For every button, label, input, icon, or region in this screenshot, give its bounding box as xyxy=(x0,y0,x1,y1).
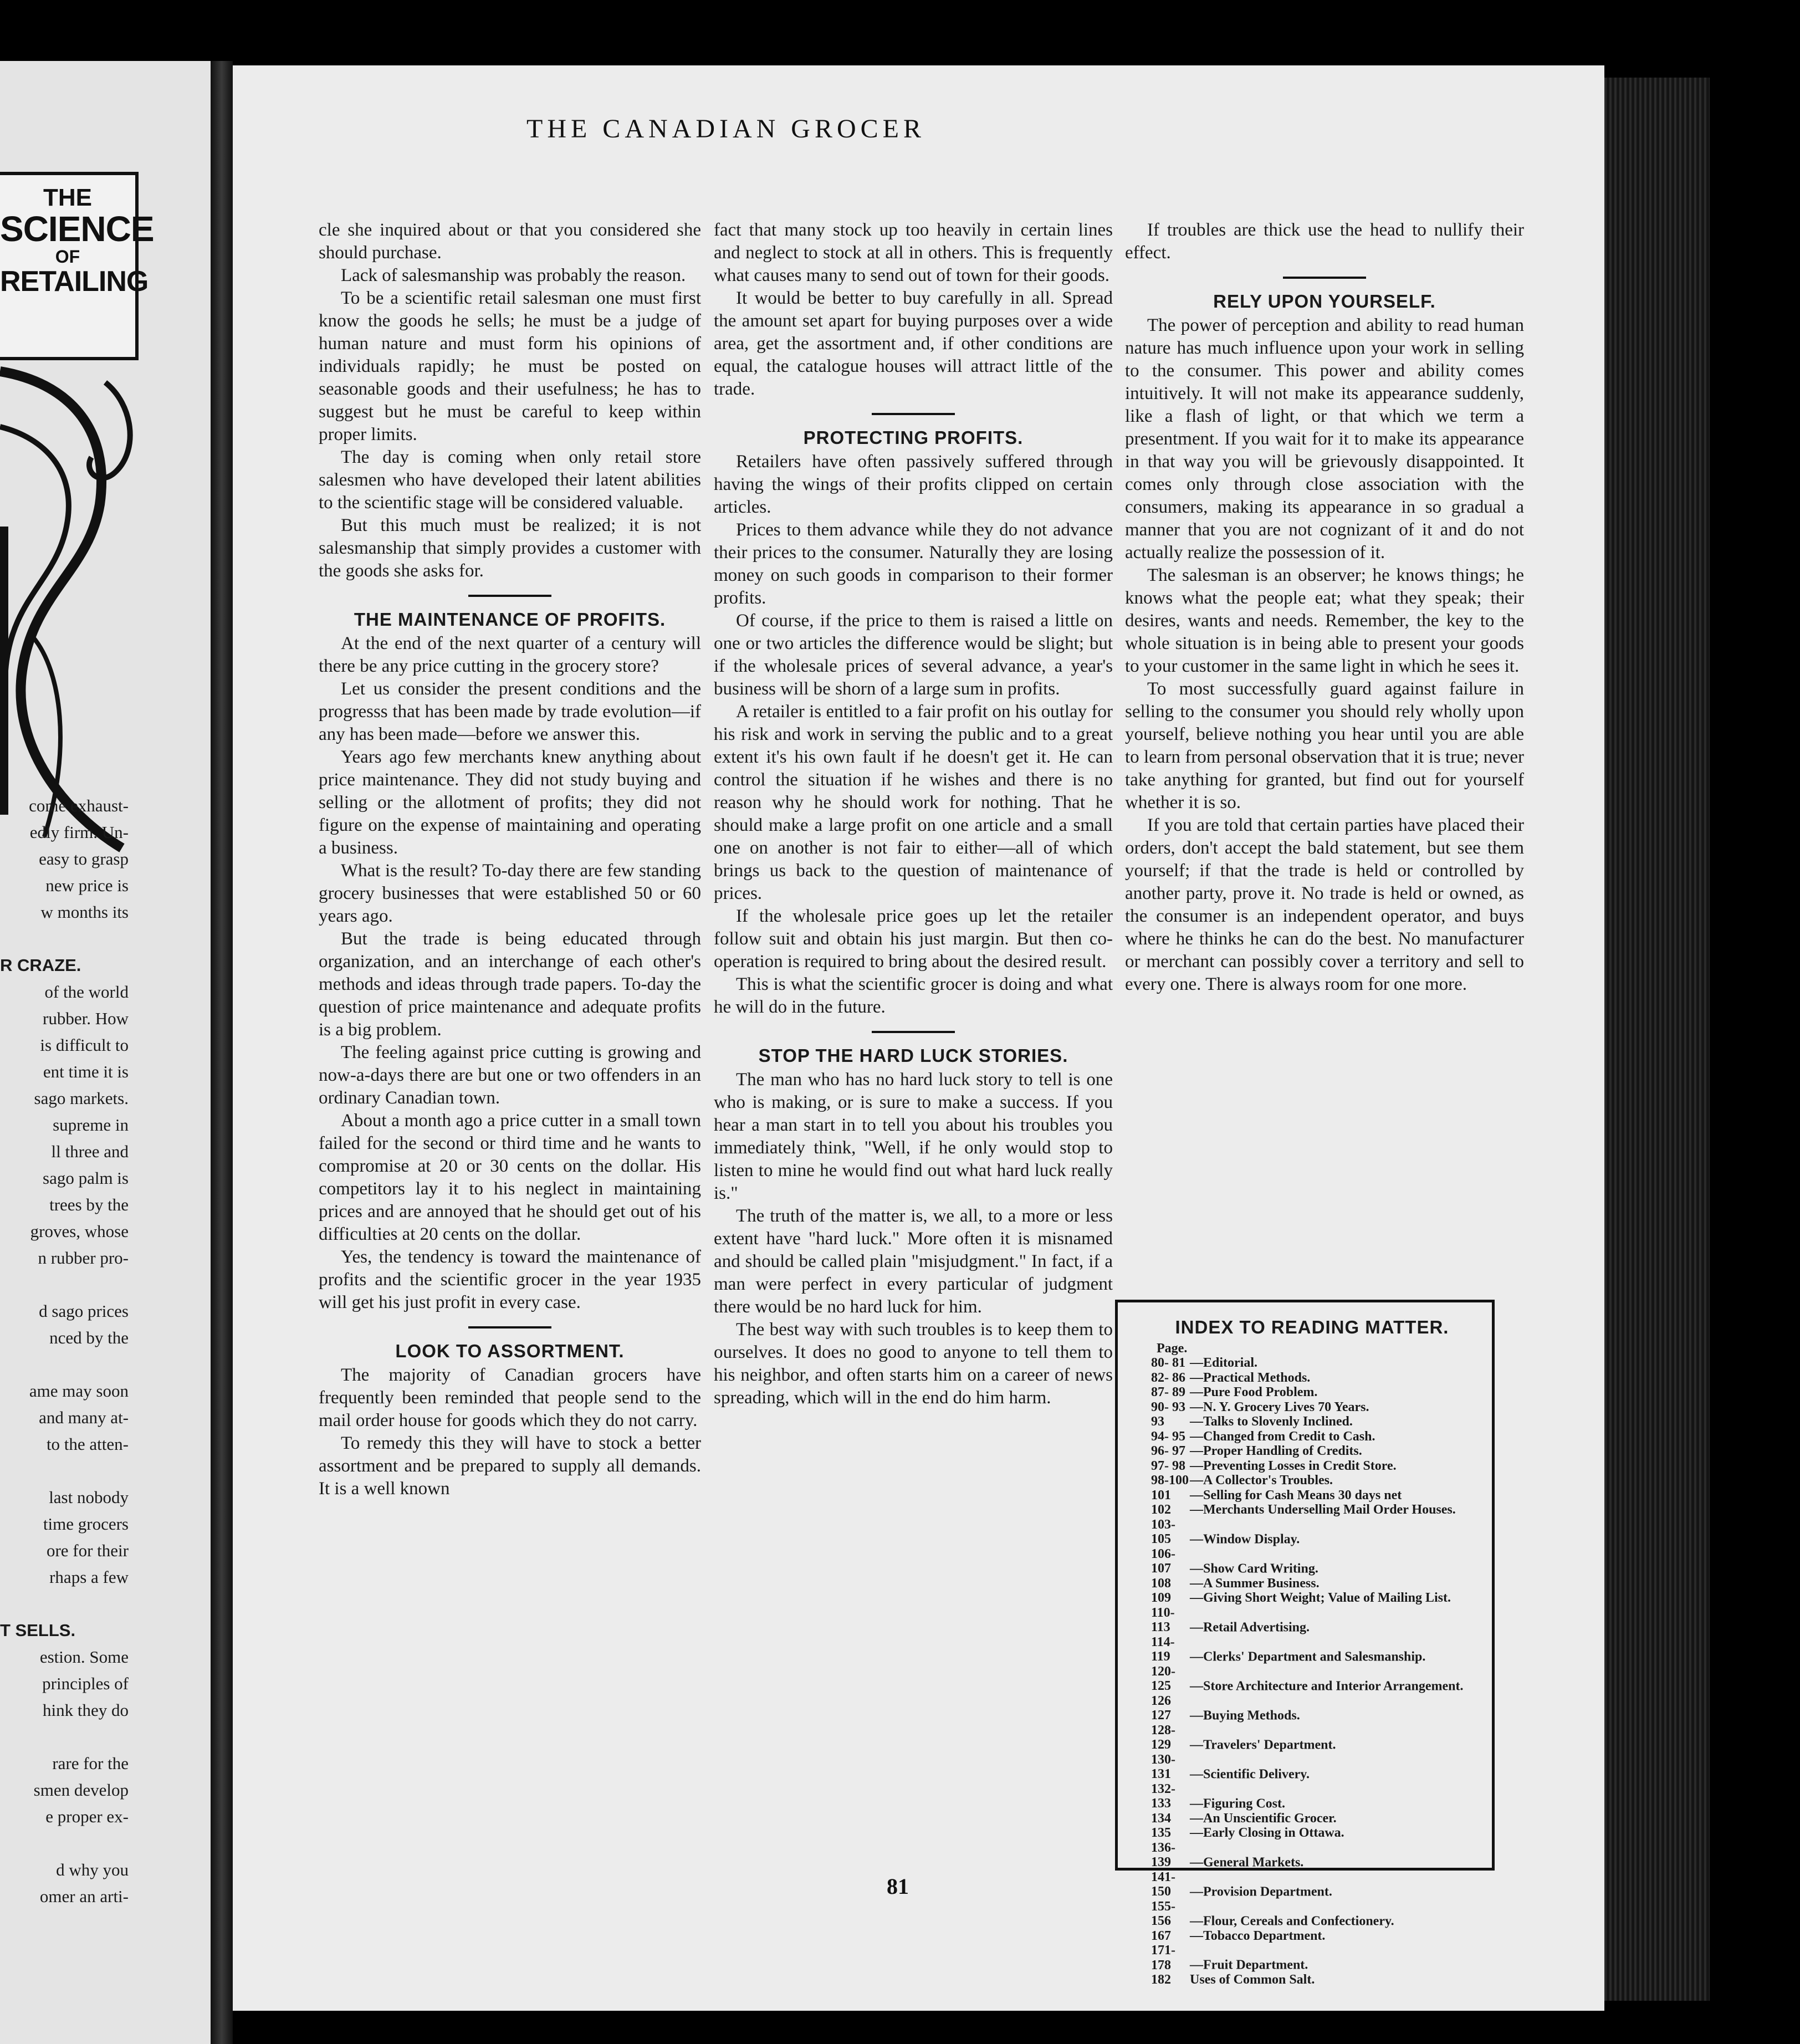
index-entry-title: —An Unscientific Grocer. xyxy=(1190,1811,1337,1826)
column-2 xyxy=(714,219,1113,1409)
index-entry-title: —Editorial. xyxy=(1190,1356,1258,1370)
index-entry-page: 82- 86 xyxy=(1151,1370,1185,1385)
paragraph: This is what the scientific grocer is doing and what he will do in the future. xyxy=(714,974,1113,1017)
paragraph: Lack of salesmanship was probably the reason. xyxy=(341,265,686,285)
paragraph: To most successfully guard against failure in selling to the consumer you should rely wholly upon yourself, believe nothing you hear until you are able to learn from personal observation that it is true; never take anything for granted, but find out for yourself whether it is so. xyxy=(1125,679,1524,813)
paragraph: If the wholesale price goes up let the retailer follow suit and obtain his just margin. But then co-operation is required to bring about the desired result. xyxy=(714,906,1113,972)
index-entry-page: 134 xyxy=(1151,1811,1171,1826)
index-entry-page: 96- 97 xyxy=(1151,1444,1185,1458)
index-entry-page: 155-156 xyxy=(1151,1899,1175,1928)
paragraph: The majority of Canadian grocers have frequently been reminded that people send to the mail order house for goods which they do not carry. xyxy=(319,1365,701,1430)
left-page-line: n rubber pro- xyxy=(38,1248,129,1268)
left-page-line: edly firm. Un- xyxy=(29,822,129,842)
paragraph: The power of perception and ability to read human nature has much influence upon your work in selling to the consumer. This power and ability comes intuitively. It will not make its appearance suddenly, like a flash of light, or that which we term a presentment. If you wait for it to make its appearance in that way you will be grievously disappointed. It comes only through close association with the consumers, making its appearance in so gradual a manner that you are not cognizant of it and do not actually realize the possession of it. xyxy=(1125,315,1524,563)
paragraph: The man who has no hard luck story to tell is one who is making, or is sure to make a success. If you hear a man start in to tell you about his troubles you immediately think, "Well, if he only would stop to listen to mine he would find out what hard luck really is." xyxy=(714,1070,1113,1203)
left-page-line: sago markets. xyxy=(34,1089,129,1108)
paragraph: A retailer is entitled to a fair profit on his outlay for his risk and work in serving the public and to a great extent it's his own fault if he doesn't get it. He can control the situation if he wishes and there is no reason why he should work for nothing. That he should make a large profit on one article and a small one on another is not fair to either—all of which brings us back to the question of maintenance of prices. xyxy=(714,702,1113,903)
left-heading-sells: T SELLS. xyxy=(0,1621,76,1640)
left-page-line: time grocers xyxy=(43,1514,129,1534)
index-entry xyxy=(1151,1488,1473,1503)
divider xyxy=(468,595,551,597)
index-entry xyxy=(1151,1473,1473,1488)
page-title: THE CANADIAN GROCER xyxy=(526,114,925,144)
heading-maintenance-of-profits: THE MAINTENANCE OF PROFITS. xyxy=(354,609,666,630)
index-entry-page: 97- 98 xyxy=(1151,1458,1185,1473)
index-entry-title: —Flour, Cereals and Confectionery. xyxy=(1190,1914,1394,1928)
heading-stop-hard-luck-stories: STOP THE HARD LUCK STORIES. xyxy=(758,1045,1068,1066)
index-entry-title: —Show Card Writing. xyxy=(1190,1561,1318,1576)
left-page-line: last nobody xyxy=(49,1488,129,1507)
index-entry-page: 110-113 xyxy=(1151,1605,1175,1634)
index-entry-page: 120-125 xyxy=(1151,1664,1175,1693)
index-entry-title: —Store Architecture and Interior Arrangement. xyxy=(1190,1679,1464,1693)
index-entry-title: —Talks to Slovenly Inclined. xyxy=(1190,1414,1353,1429)
index-entry xyxy=(1151,1664,1473,1694)
logo-of: OF xyxy=(55,247,80,267)
left-page xyxy=(0,61,211,2044)
left-page-line: easy to grasp xyxy=(39,849,129,868)
index-entry-page: 87- 89 xyxy=(1151,1385,1185,1399)
index-entry-title: —Pure Food Problem. xyxy=(1190,1385,1318,1399)
left-page-line: e proper ex- xyxy=(45,1807,129,1826)
paragraph: At the end of the next quarter of a century will there be any price cutting in the grocery store? xyxy=(319,633,701,676)
index-entry-title: —Buying Methods. xyxy=(1190,1708,1300,1723)
index-entry-page: 94- 95 xyxy=(1151,1429,1185,1444)
paragraph: But the trade is being educated through organization, and an interchange of each other's methods and ideas through trade papers. To-day the question of price maintenance and adequate profits is a big problem. xyxy=(319,929,701,1040)
index-entry xyxy=(1151,1723,1473,1752)
divider xyxy=(1283,277,1366,279)
index-entry-page: 108 xyxy=(1151,1576,1171,1591)
index-entry-title: —A Collector's Troubles. xyxy=(1190,1473,1333,1488)
index-entry xyxy=(1151,1503,1473,1517)
page-edges xyxy=(1604,78,1710,2001)
index-entry-page: 130-131 xyxy=(1151,1752,1175,1781)
heading-rely-upon-yourself: RELY UPON YOURSELF. xyxy=(1213,291,1436,311)
index-entry-title: —Preventing Losses in Credit Store. xyxy=(1190,1458,1397,1473)
index-entry-page: 80- 81 xyxy=(1151,1356,1185,1370)
index-entry-page: 109 xyxy=(1151,1591,1171,1605)
index-entry-title: —Window Display. xyxy=(1190,1532,1300,1546)
index-entry-title: —A Summer Business. xyxy=(1190,1576,1320,1591)
index-entry-title: —Travelers' Department. xyxy=(1190,1738,1336,1752)
index-entry-page: 171-178 xyxy=(1151,1943,1175,1973)
paragraph: To be a scientific retail salesman one must first know the goods he sells; he must be a judge of human nature and must form his opinions of individuals rapidly; he must be posted on seasonable goods and their usefulness; he has to suggest but he must be careful to keep within proper limits. xyxy=(319,288,701,444)
paragraph: About a month ago a price cutter in a small town failed for the second or third time and he wants to compromise at 20 or 30 cents on the dollar. His competitors lay it to his neglect in maintaining prices and are annoyed that he should get out of his difficulties at 20 cents on the dollar. xyxy=(319,1111,701,1244)
index-entry xyxy=(1151,1591,1473,1606)
index-entry-title: —Provision Department. xyxy=(1190,1884,1332,1899)
paragraph: cle she inquired about or that you considered she should purchase. xyxy=(319,220,701,263)
left-page-line: supreme in xyxy=(53,1115,129,1135)
left-page-line: d sago prices xyxy=(39,1301,129,1321)
left-page-line: trees by the xyxy=(49,1195,129,1214)
index-entry xyxy=(1151,1576,1473,1591)
left-page-line: d why you xyxy=(56,1860,129,1879)
index-entry-title: —Fruit Department. xyxy=(1190,1958,1308,1973)
left-page-line: rhaps a few xyxy=(49,1567,129,1587)
index-entry-page: 98-100 xyxy=(1151,1473,1189,1488)
index-entry-title: —Selling for Cash Means 30 days net xyxy=(1190,1488,1402,1503)
paragraph: The day is coming when only retail store salesmen who have developed their latent abilities to the scientific stage will be considered valuable. xyxy=(319,447,701,513)
logo-retailing: RETAILING xyxy=(0,265,149,298)
index-entry-page: 128-129 xyxy=(1151,1723,1175,1752)
index-entry xyxy=(1151,1929,1473,1944)
paragraph: fact that many stock up too heavily in certain lines and neglect to stock at all in others. This is frequently what causes many to send out of town for their goods. xyxy=(714,220,1113,285)
left-page-line: smen develop xyxy=(33,1780,129,1800)
index-title: INDEX TO READING MATTER. xyxy=(1175,1317,1449,1337)
index-entry xyxy=(1151,1429,1473,1444)
index-entry xyxy=(1151,1943,1473,1973)
logo-science: SCIENCE xyxy=(0,209,154,249)
paragraph: Retailers have often passively suffered through having the wings of their profits clipped on certain articles. xyxy=(714,452,1113,517)
index-entry-page: 101 xyxy=(1151,1488,1171,1503)
paragraph: The best way with such troubles is to keep them to ourselves. It does no good to anyone to tell them to his neighbor, and often starts him on a career of news spreading, which will in the end do him harm. xyxy=(714,1320,1113,1408)
heading-protecting-profits: PROTECTING PROFITS. xyxy=(803,427,1024,448)
column-1 xyxy=(319,219,701,1500)
index-entry-title: —N. Y. Grocery Lives 70 Years. xyxy=(1190,1399,1369,1414)
paragraph: What is the result? To-day there are few standing grocery businesses that were established 50 or 60 years ago. xyxy=(319,861,701,926)
left-page-line: nced by the xyxy=(49,1328,129,1347)
left-page-line: to the atten- xyxy=(46,1434,129,1454)
left-page-line: come exhaust- xyxy=(29,796,129,815)
index-entry-page: 182 xyxy=(1151,1973,1171,1987)
index-entry-page: 114-119 xyxy=(1151,1634,1175,1664)
left-page-line: omer an arti- xyxy=(39,1887,129,1906)
index-entry xyxy=(1151,1782,1473,1811)
left-page-line: of the world xyxy=(44,982,129,1001)
paragraph: It would be better to buy carefully in all. Spread the amount set apart for buying purposes over a wide area, get the assortment and, if other conditions are equal, the catalogue houses will attract little of the trade. xyxy=(714,288,1113,399)
logo-the: THE xyxy=(43,184,92,211)
index-page-label: Page. xyxy=(1157,1341,1188,1356)
index-entry-title: —Proper Handling of Credits. xyxy=(1190,1444,1362,1458)
index-entry-title: —Scientific Delivery. xyxy=(1190,1767,1310,1781)
paragraph: But this much must be realized; it is not salesmanship that simply provides a customer with the goods she asks for. xyxy=(319,515,701,581)
page-number: 81 xyxy=(887,1874,909,1899)
index-to-reading-matter xyxy=(1115,1300,1495,1987)
index-entry-page: 93 xyxy=(1151,1414,1164,1429)
index-entry xyxy=(1151,1811,1473,1826)
index-entry xyxy=(1151,1517,1473,1547)
science-of-retailing-logo xyxy=(0,172,154,360)
index-entry xyxy=(1151,1606,1473,1635)
left-heading-craze: R CRAZE. xyxy=(0,955,81,975)
index-entry xyxy=(1151,1371,1473,1386)
index-entry xyxy=(1151,1385,1473,1400)
index-entry xyxy=(1151,1694,1473,1723)
index-entry-page: 106-107 xyxy=(1151,1546,1175,1576)
left-page-line: hink they do xyxy=(43,1700,129,1720)
binding-gutter xyxy=(211,61,233,2044)
index-entry-page: 103-105 xyxy=(1151,1517,1175,1546)
paragraph: If troubles are thick use the head to nullify their effect. xyxy=(1125,220,1524,263)
paragraph: Years ago few merchants knew anything about price maintenance. They did not study buying and selling or the allotment of profits; they did not figure on the expense of maintaining and operating a business. xyxy=(319,747,701,858)
index-entry-page: 135 xyxy=(1151,1826,1171,1840)
paragraph: Of course, if the price to them is raised a little on one or two articles the difference would be slight; but if the wholesale prices of several advance, a year's business will be shorn of a large sum in profits. xyxy=(714,611,1113,699)
index-list xyxy=(1151,1356,1473,1987)
index-entry xyxy=(1151,1752,1473,1782)
left-page-line: rubber. How xyxy=(43,1009,129,1028)
paragraph: Prices to them advance while they do not advance their prices to the consumer. Naturally they are losing money on such goods in comparison to their former profits. xyxy=(714,520,1113,608)
index-entry-title: —General Markets. xyxy=(1190,1855,1304,1869)
index-entry-title: —Changed from Credit to Cash. xyxy=(1190,1429,1375,1444)
index-entry-title: —Clerks' Department and Salesmanship. xyxy=(1190,1649,1426,1664)
left-page-line: and many at- xyxy=(39,1408,129,1427)
left-page-line: ame may soon xyxy=(29,1381,129,1401)
paragraph: Yes, the tendency is toward the maintenance of profits and the scientific grocer in the year 1935 will get his just profit in every case. xyxy=(319,1247,701,1312)
index-entry-title: —Figuring Cost. xyxy=(1190,1796,1286,1811)
divider xyxy=(468,1326,551,1328)
paragraph: The feeling against price cutting is growing and now-a-days there are but one or two offenders in an ordinary Canadian town. xyxy=(319,1043,701,1108)
index-entry-title: —Giving Short Weight; Value of Mailing List. xyxy=(1190,1591,1451,1605)
index-entry-page: 167 xyxy=(1151,1928,1171,1943)
column-3 xyxy=(1125,219,1524,996)
index-entry xyxy=(1151,1635,1473,1664)
art-nouveau-ornament-icon xyxy=(0,360,144,859)
left-page-line: estion. Some xyxy=(39,1647,129,1667)
index-entry xyxy=(1151,1444,1473,1459)
index-entry xyxy=(1151,1414,1473,1429)
index-entry xyxy=(1151,1899,1473,1929)
index-entry xyxy=(1151,1973,1473,1987)
index-entry xyxy=(1151,1459,1473,1474)
index-entry-title: —Tobacco Department. xyxy=(1190,1928,1326,1943)
index-entry xyxy=(1151,1870,1473,1899)
left-page-line: groves, whose xyxy=(30,1222,129,1241)
paragraph: The salesman is an observer; he knows things; he knows what the people eat; what they speak; their desires, wants and needs. Remember, the key to the whole situation is in being able to present your goods to your customer in the same light in which he sees it. xyxy=(1125,565,1524,676)
paragraph: If you are told that certain parties have placed their orders, don't accept the bald statement, but see them yourself; if that the trade is held or controlled by another party, prove it. No trade is held or owned, as the consumer is an independent operator, and buys where he thinks he can do the best. No manufacturer or merchant can possibly cover a territory and sell to every one. There is always room for one more. xyxy=(1125,815,1524,994)
left-page-line: new price is xyxy=(45,876,129,895)
index-entry-page: 102 xyxy=(1151,1503,1171,1517)
left-page-line: ent time it is xyxy=(43,1062,129,1081)
index-entry-title: —Practical Methods. xyxy=(1190,1370,1311,1385)
index-entry-page: 126 127 xyxy=(1151,1693,1171,1723)
divider xyxy=(872,1031,955,1033)
left-page-line: sago palm is xyxy=(43,1168,129,1188)
paragraph: The truth of the matter is, we all, to a more or less extent have "hard luck." More often it is misnamed and should be called plain "misjudgment." In fact, if a man were perfect in every particular of judgment there would be no hard luck for him. xyxy=(714,1206,1113,1317)
left-page-line: ore for their xyxy=(46,1541,129,1560)
left-page-line: principles of xyxy=(42,1674,129,1693)
heading-look-to-assortment: LOOK TO ASSORTMENT. xyxy=(395,1341,625,1361)
index-entry xyxy=(1151,1400,1473,1415)
index-entry-page: 141-150 xyxy=(1151,1869,1175,1899)
left-page-line: w months its xyxy=(40,902,129,922)
divider xyxy=(872,413,955,415)
paragraph: To remedy this they will have to stock a better assortment and be prepared to supply all demands. It is a well known xyxy=(319,1433,701,1499)
index-entry-page: 90- 93 xyxy=(1151,1399,1185,1414)
index-entry-title: —Retail Advertising. xyxy=(1190,1620,1310,1634)
paragraph: Let us consider the present conditions and the progresss that has been made by trade evolution—if any has been made—before we answer this. xyxy=(319,679,701,744)
left-page-text xyxy=(0,793,129,1910)
left-page-line: ll three and xyxy=(51,1142,129,1161)
left-page-line: is difficult to xyxy=(40,1035,129,1055)
index-entry xyxy=(1151,1841,1473,1870)
index-entry xyxy=(1151,1356,1473,1371)
index-entry-page: 136-139 xyxy=(1151,1840,1175,1869)
index-entry-title: Uses of Common Salt. xyxy=(1190,1973,1315,1987)
index-entry xyxy=(1151,1826,1473,1841)
index-entry-title: —Merchants Underselling Mail Order Houses. xyxy=(1190,1503,1456,1517)
index-entry-title: —Early Closing in Ottawa. xyxy=(1190,1826,1344,1840)
index-entry xyxy=(1151,1547,1473,1576)
index-entry-page: 132-133 xyxy=(1151,1781,1175,1811)
left-page-line: rare for the xyxy=(52,1754,129,1773)
